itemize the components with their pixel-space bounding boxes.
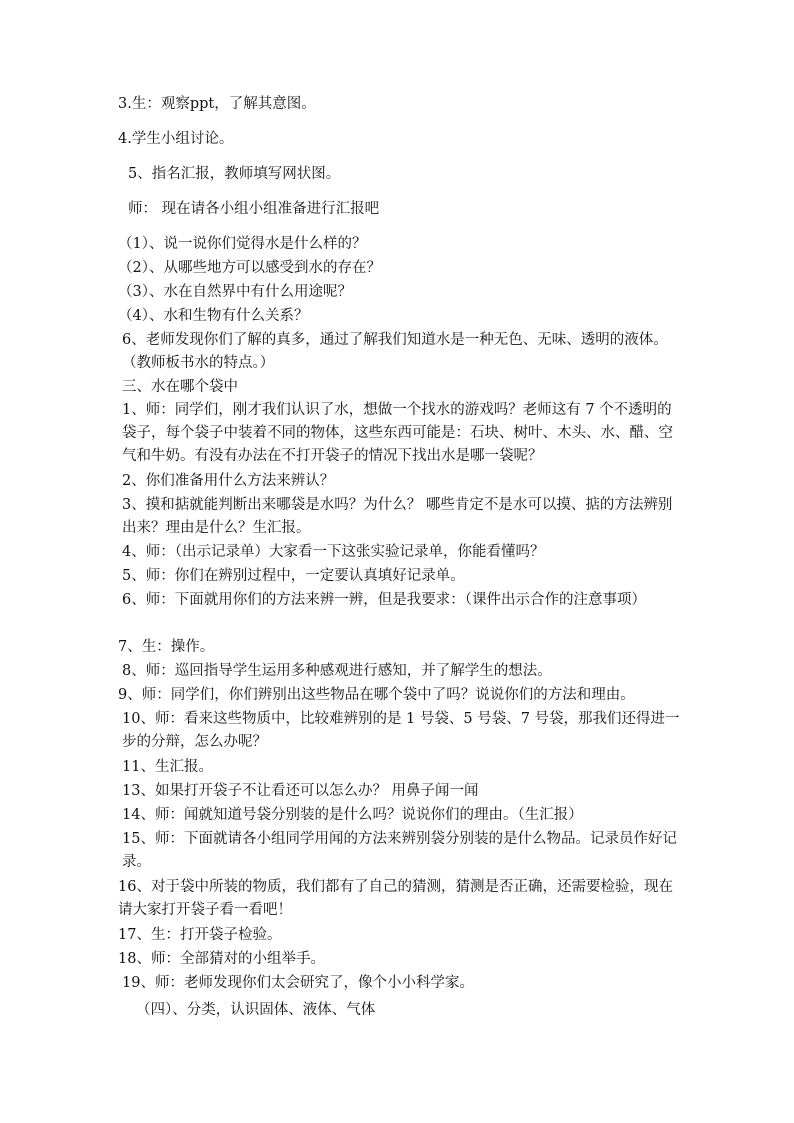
line-24: 15、师：下面就请各小组同学用闻的方法来辨别袋分别装的是什么物品。记录员作好记录。 xyxy=(122,831,677,870)
line-28: 19、师：老师发现你们太会研究了，像个小小科学家。 xyxy=(122,975,474,991)
line-8: （4）、水和生物有什么关系？ xyxy=(118,308,309,324)
line-9: 6、老师发现你们了解的真多，通过了解我们知道水是一种无色、无味、透明的液体。（教师板书水的特点。） xyxy=(122,332,668,371)
line-15: 5、师：你们在辨别过程中，一定要认真填好记录单。 xyxy=(122,568,465,584)
line-19: 9、师：同学们，你们辨别出这些物品在哪个袋中了吗？说说你们的方法和理由。 xyxy=(118,687,635,703)
line-7: （3）、水在自然界中有什么用途呢？ xyxy=(118,284,352,300)
line-22: 13、如果打开袋子不让看还可以怎么办？ 用鼻子闻一闻 xyxy=(122,783,479,799)
line-21: 11、生汇报。 xyxy=(122,759,213,775)
line-11: 1、师：同学们，刚才我们认识了水，想做一个找水的游戏吗？老师这有 7 个不透明的袋子，每个袋子中装着不同的物体，这些东西可能是：石块、树叶、木头、水、醋、空气和牛奶。有没有办法在不打开袋子的情况下找出水是哪一袋呢？ xyxy=(122,402,673,464)
line-12: 2、你们准备用什么方法来辨认？ xyxy=(122,473,335,489)
line-6: （2）、从哪些地方可以感受到水的存在？ xyxy=(118,260,381,276)
line-2: 4.学生小组讨论。 xyxy=(118,131,234,147)
line-18: 8、师：巡回指导学生运用多种感观进行感知，并了解学生的想法。 xyxy=(122,663,552,679)
section-heading-3: 三、水在哪个袋中 xyxy=(122,379,238,395)
line-5: （1）、说一说你们觉得水是什么样的？ xyxy=(118,236,367,252)
line-16: 6、师：下面就用你们的方法来辨一辨，但是我要求：（课件出示合作的注意事项） xyxy=(122,592,646,608)
line-17: 7、生：操作。 xyxy=(118,639,215,655)
line-27: 18、师：全部猜对的小组举手。 xyxy=(118,951,325,967)
line-14: 4、师：（出示记录单）大家看一下这张实验记录单，你能看懂吗？ xyxy=(122,544,545,560)
line-20: 10、师：看来这些物质中，比较难辨别的是 1 号袋、5 号袋、7 号袋，那我们还得进一步的分辩，怎么办呢？ xyxy=(122,711,680,750)
line-4: 师： 现在请各小组小组准备进行汇报吧 xyxy=(128,201,380,217)
line-26: 17、生：打开袋子检验。 xyxy=(118,927,282,943)
line-13: 3、摸和掂就能判断出来哪袋是水吗？为什么？ 哪些肯定不是水可以摸、掂的方法辨别出来？理由是什么？生汇报。 xyxy=(122,497,673,536)
section-heading-4: （四）、分类，认识固体、液体、气体 xyxy=(136,1002,376,1018)
line-1: 3.生：观察ppt，了解其意图。 xyxy=(118,96,316,112)
line-23: 14、师：闻就知道号袋分别装的是什么吗？说说你们的理由。（生汇报） xyxy=(122,807,583,823)
line-3: 5、指名汇报，教师填写网状图。 xyxy=(128,166,341,182)
line-25: 16、对于袋中所装的物质，我们都有了自己的猜测，猜测是否正确，还需要检验，现在请大家打开袋子看一看吧！ xyxy=(118,879,673,918)
